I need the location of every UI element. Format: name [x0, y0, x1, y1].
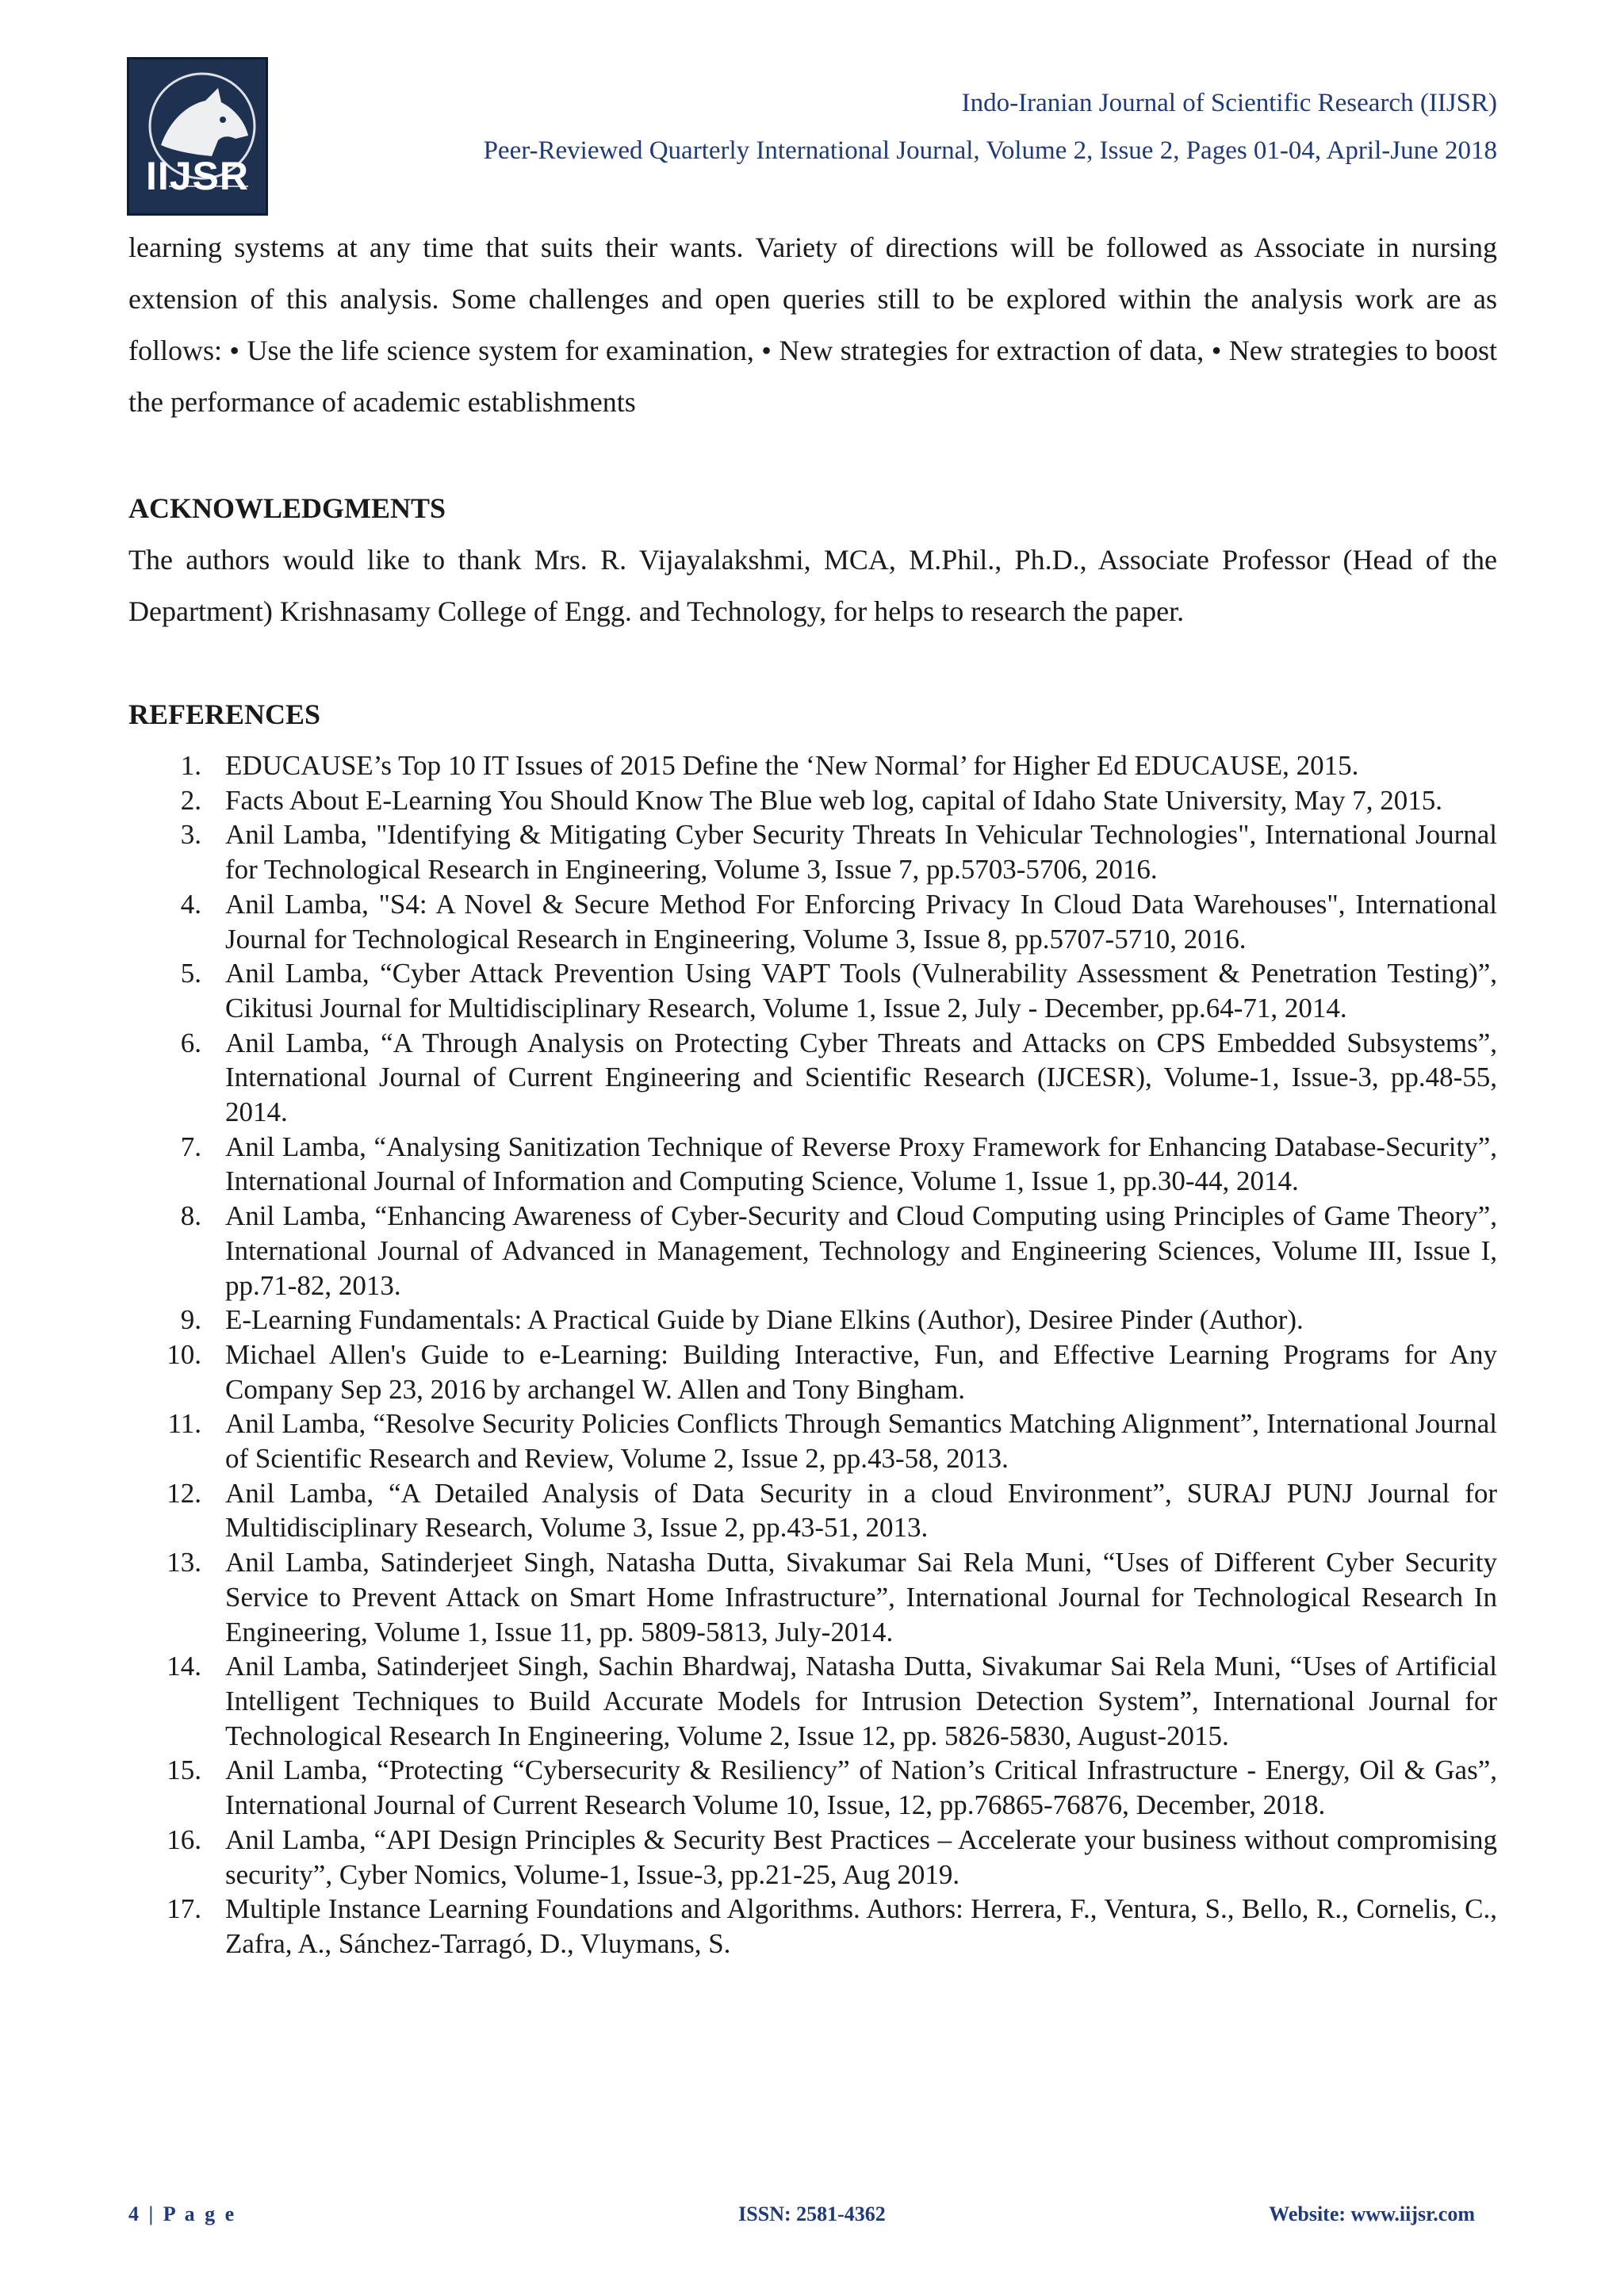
logo-text: IIJSR	[145, 154, 250, 198]
journal-logo	[127, 57, 268, 216]
page-number: 4 | P a g e	[128, 2202, 237, 2225]
reference-text: Michael Allen's Guide to e-Learning: Building Interactive, Fun, and Effective Learning Programs for Any Company Sep 23, 2016 by archangel W. Allen and Tony Bingham.	[225, 1338, 1497, 1405]
reference-text: Anil Lamba, Satinderjeet Singh, Sachin Bhardwaj, Natasha Dutta, Sivakumar Sai Rela Muni, “Uses of Artificial Intelligent Techniques to Build Accurate Models for Intrusion Detection System”, International Journal for Technological Research In Engineering, Volume 2, Issue 12, pp. 5826-5830, August-2015.	[225, 1651, 1497, 1751]
reference-text: Anil Lamba, “A Through Analysis on Protecting Cyber Threats and Attacks on CPS Embedded Subsystems”, International Journal of Current Engineering and Scientific Research (IJCESR), Volume-1, Issue-3, pp.48-55, 2014.	[225, 1027, 1497, 1128]
reference-text: Anil Lamba, "S4: A Novel & Secure Method For Enforcing Privacy In Cloud Data Warehouses", International Journal for Technological Research in Engineering, Volume 3, Issue 8, pp.5707-5710, 2016.	[225, 888, 1497, 955]
reference-text: Anil Lamba, “Analysing Sanitization Technique of Reverse Proxy Framework for Enhancing Database-Security”, International Journal of Information and Computing Science, Volume 1, Issue 1, pp.30-44, 2014.	[225, 1131, 1497, 1197]
reference-text: Anil Lamba, "Identifying & Mitigating Cyber Security Threats In Vehicular Technologies", International Journal for Technological Research in Engineering, Volume 3, Issue 7, pp.5703-5706, 2016.	[225, 819, 1497, 886]
reference-text: Facts About E-Learning You Should Know The Blue web log, capital of Idaho State University, May 7, 2015.	[225, 784, 1442, 816]
reference-number: 6.	[180, 1027, 201, 1058]
reference-number: 16.	[167, 1823, 201, 1855]
reference-item	[128, 1892, 1497, 1961]
reference-item	[128, 783, 1497, 818]
reference-item	[128, 1337, 1497, 1406]
reference-item	[128, 956, 1497, 1025]
reference-number: 5.	[180, 958, 201, 989]
reference-text: E-Learning Fundamentals: A Practical Guide by Diane Elkins (Author), Desiree Pinder (Author).	[225, 1304, 1304, 1336]
journal-details: Peer-Reviewed Quarterly International Journal, Volume 2, Issue 2, Pages 01-04, April-June 2018	[483, 136, 1497, 165]
references-heading: REFERENCES	[128, 698, 321, 730]
reference-text: Multiple Instance Learning Foundations and Algorithms. Authors: Herrera, F., Ventura, S., Bello, R., Cornelis, C., Zafra, A., Sánchez-Tarragó, D., Vluymans, S.	[225, 1893, 1497, 1959]
reference-text: Anil Lamba, “Enhancing Awareness of Cyber-Security and Cloud Computing using Principles of Game Theory”, International Journal of Advanced in Management, Technology and Engineering Sciences, Volume III, Issue I, pp.71-82, 2013.	[225, 1200, 1497, 1301]
reference-item	[128, 817, 1497, 886]
reference-number: 4.	[180, 888, 201, 920]
reference-item	[128, 1406, 1497, 1475]
reference-text: Anil Lamba, “Protecting “Cybersecurity & Resiliency” of Nation’s Critical Infrastructure - Energy, Oil & Gas”, International Journal of Current Research Volume 10, Issue, 12, pp.76865-76876, December, 2018.	[225, 1755, 1497, 1821]
journal-title: Indo-Iranian Journal of Scientific Research (IIJSR)	[961, 89, 1497, 117]
reference-number: 13.	[167, 1547, 201, 1578]
reference-item	[128, 1753, 1497, 1822]
reference-item	[128, 1476, 1497, 1545]
reference-number: 10.	[167, 1338, 201, 1370]
reference-text: Anil Lamba, Satinderjeet Singh, Natasha Dutta, Sivakumar Sai Rela Muni, “Uses of Different Cyber Security Service to Prevent Attack on Smart Home Infrastructure”, International Journal for Technological Research In Engineering, Volume 1, Issue 11, pp. 5809-5813, July-2014.	[225, 1547, 1497, 1647]
reference-text: Anil Lamba, “A Detailed Analysis of Data Security in a cloud Environment”, SURAJ PUNJ Journal for Multidisciplinary Research, Volume 3, Issue 2, pp.43-51, 2013.	[225, 1477, 1497, 1544]
reference-text: Anil Lamba, “API Design Principles & Security Best Practices – Accelerate your business without compromising security”, Cyber Nomics, Volume-1, Issue-3, pp.21-25, Aug 2019.	[225, 1823, 1497, 1890]
reference-number: 3.	[180, 819, 201, 851]
references-list	[128, 748, 1497, 1961]
reference-number: 11.	[167, 1408, 201, 1440]
acknowledgments-text: The authors would like to thank Mrs. R. Vijayalakshmi, MCA, M.Phil., Ph.D., Associate Professor (Head of the Department) Krishnasamy College of Engg. and Technology, for helps to research the paper.	[128, 544, 1497, 627]
website-link[interactable]: Website: www.iijsr.com	[1269, 2202, 1475, 2225]
reference-item	[128, 1545, 1497, 1649]
reference-number: 8.	[180, 1200, 201, 1232]
reference-number: 9.	[180, 1304, 201, 1336]
reference-number: 15.	[167, 1755, 201, 1786]
reference-item	[128, 1303, 1497, 1337]
reference-item	[128, 1199, 1497, 1303]
reference-text: EDUCAUSE’s Top 10 IT Issues of 2015 Define the ‘New Normal’ for Higher Ed EDUCAUSE, 2015.	[225, 750, 1359, 781]
reference-number: 1.	[180, 750, 201, 781]
reference-number: 12.	[167, 1477, 201, 1509]
reference-number: 2.	[180, 784, 201, 816]
reference-text: Anil Lamba, “Resolve Security Policies Conflicts Through Semantics Matching Alignment”, International Journal of Scientific Research and Review, Volume 2, Issue 2, pp.43-58, 2013.	[225, 1408, 1497, 1475]
reference-item	[128, 1026, 1497, 1130]
reference-number: 7.	[180, 1131, 201, 1162]
reference-item	[128, 1649, 1497, 1753]
reference-item	[128, 1823, 1497, 1892]
reference-text: Anil Lamba, “Cyber Attack Prevention Using VAPT Tools (Vulnerability Assessment & Penetration Testing)”, Cikitusi Journal for Multidisciplinary Research, Volume 1, Issue 2, July - December, pp.64-71, 2014.	[225, 958, 1497, 1024]
reference-item	[128, 1130, 1497, 1199]
reference-number: 17.	[167, 1893, 201, 1925]
reference-item	[128, 887, 1497, 956]
issn: ISSN: 2581-4362	[738, 2202, 886, 2225]
acknowledgments-heading: ACKNOWLEDGMENTS	[128, 492, 446, 524]
intro-paragraph: learning systems at any time that suits their wants. Variety of directions will be followed as Associate in nursing extension of this analysis. Some challenges and open queries still to be explored within the analysis work are as follows: • Use the life science system for examination, • New strategies for extraction of data, • New strategies to boost the performance of academic establishments	[128, 232, 1497, 418]
reference-number: 14.	[167, 1651, 201, 1682]
reference-item	[128, 748, 1497, 783]
